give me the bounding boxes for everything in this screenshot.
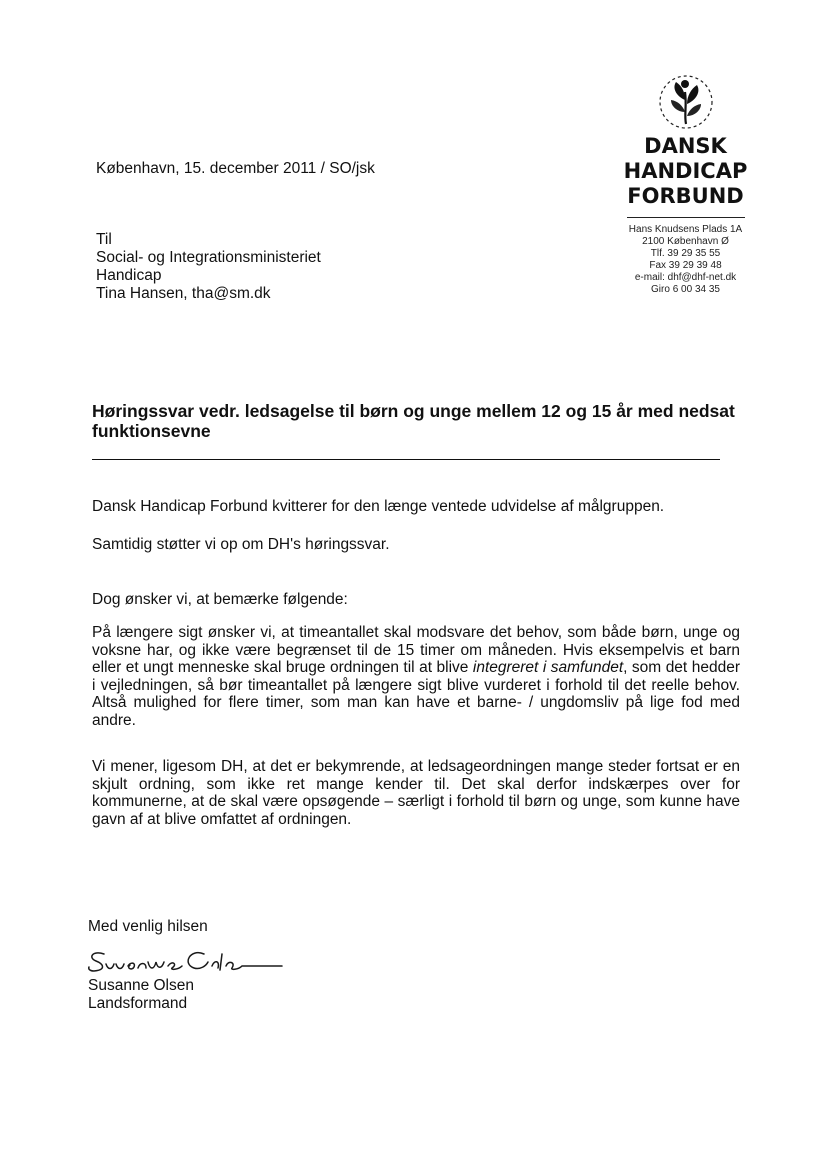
closing-greeting: Med venlig hilsen — [88, 918, 208, 935]
recipient-block — [96, 231, 321, 303]
body-paragraph-5: Vi mener, ligesom DH, at det er bekymrende, at ledsageordningen mange steder fortsat er en skjult ordning, som ikke ret mange kender til. Det skal derfor indskærpes over for kommunerne, at de skal være opsøgende – særligt i forhold til børn og unge, som kunne have gavn af at blive omfattet af ordningen. — [92, 758, 740, 828]
address-email: e-mail: dhf@dhf-net.dk — [634, 272, 737, 283]
body-paragraph-3: Dog ønsker vi, at bemærke følgende: — [92, 591, 348, 608]
signer-title: Landsformand — [88, 995, 188, 1012]
subject-underline — [92, 459, 720, 460]
org-name-line-2: HANDICAP — [623, 159, 748, 183]
recipient-line-3: Handicap — [96, 267, 162, 284]
paragraph-4-text-start: På længere sigt ønsker vi, at timeantallet skal modsvare det behov, som både børn, unge og voksne har, og ikke være begrænset til de 15 timer om måneden. Hvis eksempelvis et barn eller et ungt menneske skal bruge ordningen til at blive — [92, 624, 740, 676]
address-giro: Giro 6 00 34 35 — [651, 284, 720, 295]
recipient-line-2: Social- og Integrationsministeriet — [96, 249, 321, 266]
flower-emblem-icon — [656, 70, 716, 134]
signer-name: Susanne Olsen — [88, 977, 194, 994]
body-paragraph-1: Dansk Handicap Forbund kvitterer for den længe ventede udvidelse af målgruppen. — [92, 498, 665, 515]
handwritten-signature — [86, 944, 286, 978]
letterhead-divider — [627, 217, 745, 218]
body-paragraph-4 — [92, 624, 740, 729]
letterhead — [608, 70, 763, 296]
subject-heading: Høringssvar vedr. ledsagelse til børn og unge mellem 12 og 15 år med nedsat funktionsevne — [92, 401, 735, 441]
signer-block — [88, 977, 194, 1013]
paragraph-4-emphasis: integreret i samfundet — [472, 659, 624, 676]
address-phone: Tlf. 39 29 35 55 — [650, 248, 721, 259]
org-name-line-1: DANSK — [644, 134, 727, 158]
body-paragraph-2: Samtidig støtter vi op om DH's høringssvar. — [92, 536, 390, 553]
recipient-line-1: Til — [96, 231, 112, 248]
address-street: Hans Knudsens Plads 1A — [628, 224, 743, 235]
recipient-line-4: Tina Hansen, tha@sm.dk — [96, 285, 271, 302]
address-fax: Fax 39 29 39 48 — [649, 260, 722, 271]
date-line: København, 15. december 2011 / SO/jsk — [96, 160, 375, 177]
org-name-line-3: FORBUND — [627, 184, 744, 208]
address-city: 2100 København Ø — [642, 236, 729, 247]
paragraph-4-text-end: , som det hedder i vejledningen, så bør timeantallet på længere sigt blive vurderet i forhold til det reelle behov. Altså mulighed for flere timer, som man kan have et barne- / ungdomsliv på lige fod med andre. — [92, 659, 740, 729]
